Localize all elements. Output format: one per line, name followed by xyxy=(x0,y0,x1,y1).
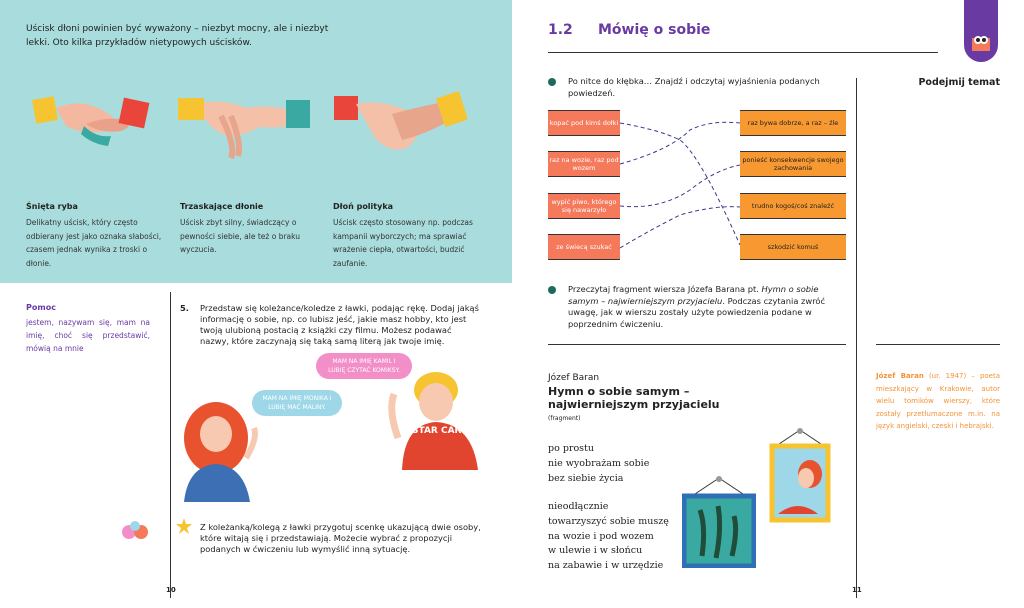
chapter-icon xyxy=(971,34,991,52)
handshake-title-2: Trzaskające dłonie xyxy=(180,202,264,211)
page-number-left: 10 xyxy=(166,586,176,594)
margin-rule-left xyxy=(170,292,171,598)
title-rule xyxy=(548,52,938,53)
page-number-right: 11 xyxy=(852,586,862,594)
poem-note: (fragment) xyxy=(548,415,581,422)
section-title: Mówię o sobie xyxy=(598,22,711,38)
handshake-politician-illustration xyxy=(332,86,467,171)
group-work-icon xyxy=(120,520,150,544)
speech-bubble-girl: MAM NA IMIĘ MONIKA I LUBIĘ MAĆ MALINY. xyxy=(252,390,342,416)
poem-author: Józef Baran xyxy=(548,373,600,383)
exercise2-text: Przeczytaj fragment wiersza Józefa Barana pt. Hymn o sobie samym – najwierniejszym przyjacielu. Podczas czytania zwróć uwagę, jak w wierszu zostały użyte powiedzenia podane w poprzednim ćwiczeniu. xyxy=(568,284,826,329)
phrase-box-1: kopać pod kimś dołki xyxy=(548,110,620,136)
bio-name: Józef Baran xyxy=(876,372,924,380)
exercise2-rule xyxy=(548,344,846,345)
task-number: 5. xyxy=(180,303,189,313)
exercise1-bullet xyxy=(548,78,556,86)
phrase-box-2: raz na wozie, raz pod wozem xyxy=(548,151,620,177)
framed-picture-portrait xyxy=(768,428,832,524)
section-number: 1.2 xyxy=(548,22,573,38)
poem-stanza-2: nieodłącznie towarzyszyć sobie muszę na wozie i pod wozem w ulewie i w słońcu na zabawie i w urzędzie xyxy=(548,501,669,572)
exercise2-bullet xyxy=(548,286,556,294)
handshake-desc-2: Uścisk zbyt silny, świadczący o pewności siebie, ale też o braku wyczucia. xyxy=(180,218,301,254)
poem-title: Hymn o sobie samym – najwierniejszym przyjacielu xyxy=(548,385,720,411)
phrase-box-4: ze świecą szukać xyxy=(548,234,620,260)
chapter-tab xyxy=(964,0,998,62)
task2-text: Z koleżanką/kolegą z ławki przygotuj scenkę ukazującą dwie osoby, które witają się i przedstawiają. Możecie wybrać z propozycji podanych w ćwiczeniu lub wymyślić inną sytuację. xyxy=(200,522,481,554)
star-icon xyxy=(176,518,192,534)
speech-bubble-boy: MAM NA IMIĘ KAMIL I LUBIĘ CZYTAĆ KOMIKSY. xyxy=(316,353,412,379)
margin-rule-right xyxy=(856,78,857,598)
shirt-text: STAR CARS xyxy=(412,426,468,436)
meaning-box-4: szkodzić komuś xyxy=(740,234,846,260)
poem-stanza-1: po prostu nie wyobrażam sobie bez siebie życia xyxy=(548,443,650,484)
exercise2-poem-title: Hymn o sobie samym – najwierniejszym przyjacielu xyxy=(568,284,819,306)
handshake-title-3: Dłoń polityka xyxy=(333,202,394,211)
task-text: Przedstaw się koleżance/koledze z ławki, podając rękę. Dodaj jakąś informację o sobie, np. co lubisz jeść, jakie masz hobby, kto jest twoją ulubioną postacią z książki czy filmu. Możesz podawać nazwy, które zaczynają się taką samą literą jak twoje imię. xyxy=(200,303,479,346)
help-title: Pomoc xyxy=(26,303,56,312)
girl-illustration xyxy=(176,398,266,502)
handshake-desc-1: Delikatny uścisk, który często odbierany jest jako oznaka słabości, czasem jednak wynika z troski o dłonie. xyxy=(26,218,162,268)
meaning-box-2: ponieść konsekwencje swojego zachowania xyxy=(740,151,846,177)
author-bio: Józef Baran (ur. 1947) – poeta mieszkający w Krakowie, autor wielu tomików wierszy, które zostały przetłumaczone m.in. na język angielski, czeski i hebrajski. xyxy=(876,372,1001,430)
side-title: Podejmij temat xyxy=(918,77,1000,88)
matching-lines xyxy=(620,110,740,262)
handshake-fish-illustration xyxy=(26,86,161,171)
exercise1-text: Po nitce do kłębka… Znajdź i odczytaj wyjaśnienia podanych powiedzeń. xyxy=(568,76,820,98)
handshake-desc-3: Uścisk często stosowany np. podczas kampanii wyborczych; ma sprawiać wrażenie ciepła, otwartości, budzić zaufanie. xyxy=(333,218,473,268)
meaning-box-3: trudno kogoś/coś znaleźć xyxy=(740,193,846,219)
handshake-title-1: Śnięta ryba xyxy=(26,202,78,211)
phrase-box-3: wypić piwo, którego się nawarzyło xyxy=(548,193,620,219)
help-text: jestem, nazywam się, mam na imię, choć się przedstawić, mówią na mnie xyxy=(26,318,150,353)
handshake-clap-illustration xyxy=(176,86,311,171)
intro-text: Uścisk dłoni powinien być wyważony – niezbyt mocny, ale i niezbyt lekki. Oto kilka przykładów nietypowych uścisków. xyxy=(26,24,329,48)
framed-picture-plant xyxy=(682,476,756,568)
boy-illustration xyxy=(382,366,486,470)
side-rule xyxy=(876,344,1000,345)
meaning-box-1: raz bywa dobrze, a raz – źle xyxy=(740,110,846,136)
